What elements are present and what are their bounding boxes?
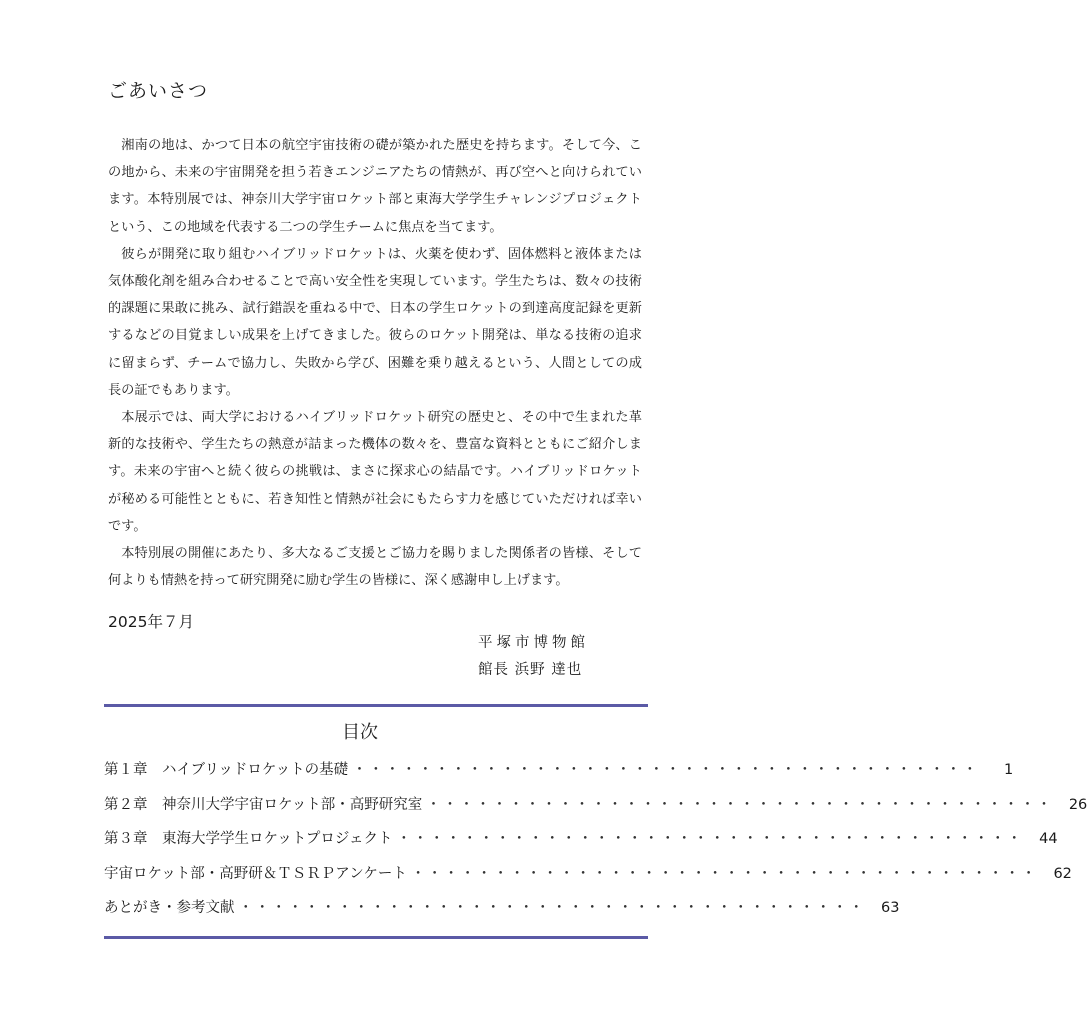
toc-entry[interactable] xyxy=(104,758,1014,793)
greeting-body xyxy=(108,132,642,594)
director-name: 館長 浜野 達也 xyxy=(478,662,583,678)
toc-entry[interactable] xyxy=(104,896,900,931)
toc-entry[interactable] xyxy=(104,827,1058,862)
toc-entry-page: 44 xyxy=(1039,831,1058,847)
signature-block xyxy=(478,630,589,684)
toc-leader-dots: ・・・・・・・・・・・・・・・・・・・・・・・・・・・・・・・・・・・・・・ xyxy=(396,831,1024,847)
toc-top-rule xyxy=(104,704,648,707)
toc-leader-dots: ・・・・・・・・・・・・・・・・・・・・・・・・・・・・・・・・・・・・・・ xyxy=(426,796,1054,813)
toc-entry-label: 第２章 神奈川大学宇宙ロケット部・高野研究室 xyxy=(104,796,423,813)
toc-entry-label: 第１章 ハイブリッドロケットの基礎 xyxy=(104,762,349,778)
toc-title: 目次 xyxy=(342,722,378,743)
toc-leader-dots: ・・・・・・・・・・・・・・・・・・・・・・・・・・・・・・・・・・・・・・ xyxy=(410,865,1038,882)
greeting-paragraph: 彼らが開発に取り組むハイブリッドロケットは、火薬を使わず、固体燃料と液体または気体酸化剤を組み合わせることで高い安全性を実現しています。学生たちは、数々の技術的課題に果敢に挑み、試行錯誤を重ねる中で、日本の学生ロケットの到達高度記録を更新するなどの目覚ましい成果を上げてきました。彼らのロケット開発は、単なる技術の追求に留まらず、チームで協力し、失敗から学び、困難を乗り越えるという、人間としての成長の証でもあります。 xyxy=(108,246,642,398)
toc-leader-dots: ・・・・・・・・・・・・・・・・・・・・・・・・・・・・・・・・・・・・・・ xyxy=(238,900,866,916)
greeting-date: 2025年７月 xyxy=(108,613,194,631)
toc-entry-page: 63 xyxy=(881,900,900,916)
greeting-title: ごあいさつ xyxy=(108,80,209,102)
toc-entry-label: 宇宙ロケット部・高野研＆ＴＳＲＰアンケート xyxy=(104,865,407,882)
toc-leader-dots: ・・・・・・・・・・・・・・・・・・・・・・・・・・・・・・・・・・・・・・ xyxy=(352,762,980,778)
toc-entry-page: 26 xyxy=(1068,796,1087,813)
museum-name: 平塚市博物館 xyxy=(478,635,589,651)
toc-entry[interactable] xyxy=(104,793,1087,828)
toc-entry-page: 1 xyxy=(1003,762,1014,778)
toc-list xyxy=(104,758,1087,931)
greeting-paragraph: 本特別展の開催にあたり、多大なるご支援とご協力を賜りました関係者の皆様、そして何よりも情熱を持って研究開発に励む学生の皆様に、深く感謝申し上げます。 xyxy=(108,546,642,589)
toc-entry[interactable] xyxy=(104,862,1072,897)
toc-entry-label: 第３章 東海大学学生ロケットプロジェクト xyxy=(104,831,393,847)
toc-bottom-rule xyxy=(104,936,648,939)
greeting-paragraph: 本展示では、両大学におけるハイブリッドロケット研究の歴史と、その中で生まれた革新的な技術や、学生たちの熱意が詰まった機体の数々を、豊富な資料とともにご紹介します。未来の宇宙へと続く彼らの挑戦は、まさに探求心の結晶です。ハイブリッドロケットが秘める可能性とともに、若き知性と情熱が社会にもたらす力を感じていただければ幸いです。 xyxy=(108,410,642,534)
toc-entry-page: 62 xyxy=(1053,865,1072,882)
toc-entry-label: あとがき・参考文献 xyxy=(104,900,235,916)
greeting-paragraph: 湘南の地は、かつて日本の航空宇宙技術の礎が築かれた歴史を持ちます。そして今、この地から、未来の宇宙開発を担う若きエンジニアたちの情熱が、再び空へと向けられています。本特別展では、神奈川大学宇宙ロケット部と東海大学学生チャレンジプロジェクトという、この地域を代表する二つの学生チームに焦点を当てます。 xyxy=(108,138,642,235)
